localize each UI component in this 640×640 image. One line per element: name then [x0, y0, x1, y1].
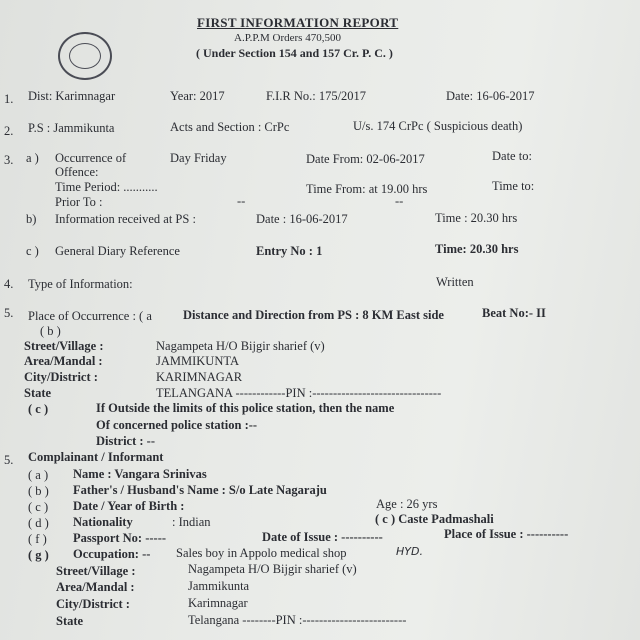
age-field: Age : 26 yrs — [376, 497, 438, 511]
area-mandal-label: Area/Mandal : — [24, 354, 103, 368]
district-field: Dist: Karimnagar — [28, 89, 116, 103]
state-pin-value: Telangana --------PIN :------------------------- — [188, 613, 407, 627]
complainant-name: Name : Vangara Srinivas — [73, 467, 207, 481]
nationality-label: Nationality — [73, 515, 133, 529]
complainant-heading: Complainant / Informant — [28, 450, 164, 464]
street-village-label: Street/Village : — [24, 339, 104, 353]
date-of-issue-field: Date of Issue : ---------- — [262, 530, 383, 544]
subitem-label: b) — [26, 212, 37, 226]
police-seal-icon — [58, 32, 112, 80]
info-received-time: Time : 20.30 hrs — [435, 211, 518, 225]
info-received-date: Date : 16-06-2017 — [256, 212, 348, 226]
day-field: Day Friday — [170, 151, 227, 165]
document-title: FIRST INFORMATION REPORT — [197, 15, 399, 30]
subitem-label: ( a ) — [28, 468, 49, 482]
section-line: ( Under Section 154 and 157 Cr. P. C. ) — [196, 46, 393, 60]
time-from-field: Time From: at 19.00 hrs — [306, 182, 428, 196]
place-of-occurrence-label: Place of Occurrence : ( a — [28, 309, 152, 323]
item-number: 2. — [4, 124, 14, 138]
date-from-field: Date From: 02-06-2017 — [306, 152, 425, 166]
street-village-value: Nagampeta H/O Bijgir sharief (v) — [156, 339, 325, 353]
time-period-field: Time Period: ........... — [55, 180, 158, 194]
area-mandal-value: Jammikunta — [188, 579, 250, 593]
beat-number-field: Beat No:- II — [482, 306, 546, 320]
concerned-station-text: Of concerned police station :-- — [96, 418, 258, 432]
date-of-birth-label: Date / Year of Birth : — [73, 499, 185, 513]
nationality-value: : Indian — [172, 515, 211, 529]
item-number: 5. — [4, 453, 14, 467]
subitem-label: ( d ) — [28, 516, 49, 530]
area-mandal-label: Area/Mandal : — [56, 580, 135, 594]
subitem-label: ( b ) — [40, 324, 61, 338]
general-diary-label: General Diary Reference — [55, 244, 180, 258]
street-village-value: Nagampeta H/O Bijgir sharief (v) — [188, 562, 357, 576]
date-to-field: Date to: — [492, 149, 532, 163]
prior-to-field: Prior To : — [55, 195, 103, 209]
occupation-value: Sales boy in Appolo medical shop — [176, 546, 347, 560]
city-district-label: City/District : — [56, 597, 130, 611]
city-district-value: Karimnagar — [188, 596, 248, 610]
father-husband-name: Father's / Husband's Name : S/o Late Nagaraju — [73, 483, 327, 497]
offence-label: Offence: — [55, 165, 99, 179]
item-number: 4. — [4, 277, 14, 291]
type-of-information-label: Type of Information: — [28, 277, 133, 291]
dash-mark: -- — [395, 194, 404, 208]
state-label: State — [56, 614, 84, 628]
occurrence-label: Occurrence of — [55, 151, 127, 165]
area-mandal-value: JAMMIKUNTA — [156, 354, 240, 368]
subitem-label: c ) — [26, 244, 39, 258]
state-pin-value: TELANGANA ------------PIN :------------------------------- — [156, 386, 442, 400]
info-received-label: Information received at PS : — [55, 212, 196, 226]
subitem-label: ( b ) — [28, 484, 49, 498]
police-station-field: P.S : Jammikunta — [28, 121, 115, 135]
general-diary-time: Time: 20.30 hrs — [435, 242, 519, 256]
city-district-label: City/District : — [24, 370, 98, 384]
dash-mark: -- — [237, 194, 246, 208]
street-village-label: Street/Village : — [56, 564, 136, 578]
caste-field: ( c ) Caste Padmashali — [375, 512, 494, 526]
acts-section-field: Acts and Section : CrPc — [170, 120, 290, 134]
item-number: 3. — [4, 153, 14, 167]
item-number: 5. — [4, 306, 14, 320]
handwritten-note: HYD. — [396, 545, 423, 558]
occupation-label: Occupation: -- — [73, 547, 151, 561]
state-label: State — [24, 386, 52, 400]
subitem-label: a ) — [26, 151, 39, 165]
fir-number-field: F.I.R No.: 175/2017 — [266, 89, 367, 103]
orders-line: A.P.P.M Orders 470,500 — [234, 32, 341, 44]
distance-direction-field: Distance and Direction from PS : 8 KM East side — [183, 308, 444, 322]
passport-number-field: Passport No: ----- — [73, 531, 167, 545]
fir-date-field: Date: 16-06-2017 — [446, 89, 535, 103]
type-of-information-value: Written — [436, 275, 474, 289]
place-of-issue-field: Place of Issue : ---------- — [444, 527, 569, 541]
city-district-value: KARIMNAGAR — [156, 370, 243, 384]
time-to-field: Time to: — [492, 179, 535, 193]
us-section-field: U/s. 174 CrPc ( Suspicious death) — [353, 119, 523, 133]
subitem-label: ( c ) — [28, 500, 49, 514]
outside-limits-text: If Outside the limits of this police station, then the name — [96, 401, 395, 415]
subitem-label: ( c ) — [28, 402, 49, 416]
entry-number-field: Entry No : 1 — [256, 244, 323, 258]
subitem-label: ( g ) — [28, 548, 49, 562]
item-number: 1. — [4, 92, 14, 106]
year-field: Year: 2017 — [170, 89, 225, 103]
concerned-district-text: District : -- — [96, 434, 155, 448]
subitem-label: ( f ) — [28, 532, 47, 546]
